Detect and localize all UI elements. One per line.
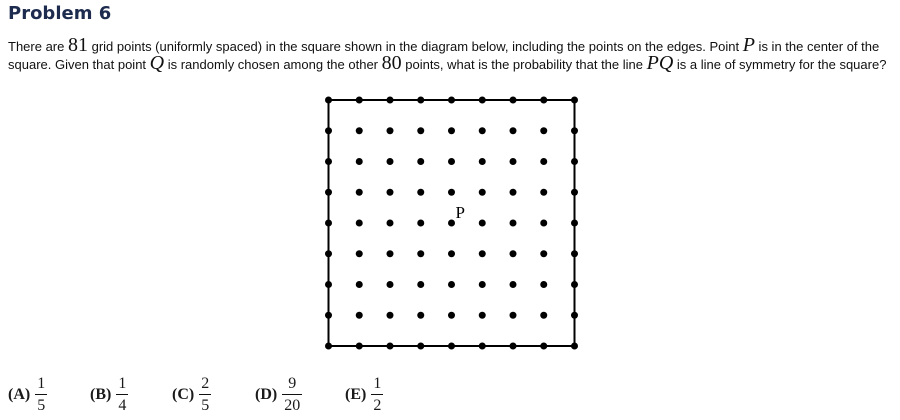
answer-choice[interactable]: [172, 372, 210, 418]
grid-point: [571, 281, 578, 288]
grid-point: [325, 127, 332, 134]
grid-point: [540, 127, 547, 134]
grid-point: [356, 250, 363, 257]
grid-point: [417, 343, 424, 350]
grid-point: [325, 312, 332, 319]
grid-point: [540, 312, 547, 319]
fraction-denominator: 5: [201, 397, 210, 414]
grid-point: [417, 189, 424, 196]
grid-point: [448, 281, 455, 288]
grid-point: [356, 189, 363, 196]
math-symbol: PQ: [646, 52, 674, 74]
grid-point: [510, 97, 517, 104]
grid-point: [387, 158, 394, 165]
grid-point: [571, 127, 578, 134]
fraction-bar: [116, 394, 128, 395]
choice-fraction: [117, 375, 127, 415]
grid-point: [540, 220, 547, 227]
fraction-denominator: 4: [118, 397, 127, 414]
grid-point: [479, 127, 486, 134]
grid-point: [479, 250, 486, 257]
grid-point: [448, 127, 455, 134]
grid-point: [417, 250, 424, 257]
grid-point: [356, 97, 363, 104]
grid-point: [540, 97, 547, 104]
grid-point: [510, 189, 517, 196]
choice-label: (B): [90, 386, 112, 403]
fraction-bar: [35, 394, 47, 395]
grid-point: [510, 343, 517, 350]
grid-point: [417, 220, 424, 227]
choice-label: (D): [255, 386, 278, 403]
statement-text: points, what is the probability that the line: [401, 57, 647, 72]
grid-point: [479, 97, 486, 104]
grid-point: [387, 250, 394, 257]
choice-label: (C): [172, 386, 195, 403]
grid-point: [387, 127, 394, 134]
grid-point: [448, 97, 455, 104]
grid-point: [417, 127, 424, 134]
answer-choices: [0, 372, 900, 420]
grid-point: [571, 343, 578, 350]
grid-point: [479, 312, 486, 319]
statement-text: is randomly chosen among the other: [164, 57, 382, 72]
grid-point: [356, 220, 363, 227]
grid-point: [325, 281, 332, 288]
grid-point: [479, 281, 486, 288]
choice-fraction: [372, 375, 382, 415]
fraction-numerator: 9: [288, 375, 297, 392]
grid-point: [387, 343, 394, 350]
grid-point: [540, 343, 547, 350]
fraction-numerator: 1: [373, 375, 382, 392]
grid-point: [448, 312, 455, 319]
grid-point: [325, 250, 332, 257]
grid-point: [479, 158, 486, 165]
grid-point: [571, 250, 578, 257]
choice-fraction: [36, 375, 46, 415]
center-label: P: [455, 203, 465, 222]
grid-point: [417, 312, 424, 319]
grid-point: [356, 312, 363, 319]
grid-point: [387, 312, 394, 319]
grid-point: [540, 250, 547, 257]
fraction-denominator: 2: [373, 397, 382, 414]
grid-point: [571, 97, 578, 104]
grid-point: [325, 189, 332, 196]
grid-point: [448, 189, 455, 196]
grid-point: [356, 158, 363, 165]
grid-point: [510, 220, 517, 227]
grid-point: [387, 189, 394, 196]
fraction-bar: [282, 394, 302, 395]
fraction-denominator: 5: [37, 397, 46, 414]
answer-choice[interactable]: [90, 372, 127, 418]
grid-point: [540, 281, 547, 288]
problem-statement: [8, 34, 896, 74]
fraction-numerator: 1: [118, 375, 127, 392]
choice-label: (E): [345, 386, 367, 403]
answer-choice[interactable]: [255, 372, 301, 418]
fraction-bar: [371, 394, 383, 395]
grid-point: [479, 220, 486, 227]
fraction-numerator: 1: [37, 375, 46, 392]
grid-point: [387, 220, 394, 227]
grid-point: [448, 158, 455, 165]
grid-point: [571, 189, 578, 196]
grid-point: [540, 189, 547, 196]
statement-text: There are: [8, 39, 68, 54]
math-symbol: P: [742, 34, 755, 56]
grid-point: [479, 189, 486, 196]
grid-point: [571, 312, 578, 319]
grid-point: [387, 97, 394, 104]
grid-point: [325, 97, 332, 104]
grid-point: [417, 158, 424, 165]
choice-fraction: [283, 375, 301, 415]
center-point-p: [448, 220, 455, 227]
grid-point: [479, 343, 486, 350]
answer-choice[interactable]: [345, 372, 382, 418]
grid-point: [325, 220, 332, 227]
math-symbol: Q: [149, 52, 165, 74]
grid-point: [540, 158, 547, 165]
grid-point: [510, 158, 517, 165]
math-symbol: 80: [381, 52, 402, 74]
grid-point: [510, 312, 517, 319]
grid-point: [448, 250, 455, 257]
answer-choice[interactable]: [8, 372, 46, 418]
grid-point: [448, 343, 455, 350]
grid-point: [510, 250, 517, 257]
math-symbol: 81: [67, 34, 88, 56]
grid-point: [356, 343, 363, 350]
grid-point: [387, 281, 394, 288]
statement-text: is in the center of the square. Given that point: [8, 39, 880, 72]
grid-point: [571, 158, 578, 165]
statement-text: is a line of symmetry for the square?: [673, 57, 887, 72]
grid-point: [356, 127, 363, 134]
fraction-denominator: 20: [284, 397, 301, 414]
choice-fraction: [200, 375, 210, 415]
statement-text: grid points (uniformly spaced) in the square shown in the diagram below, including the points on the edges. Point: [87, 39, 743, 54]
grid-diagram: [318, 90, 583, 355]
grid-point: [417, 97, 424, 104]
choice-label: (A): [8, 386, 31, 403]
grid-point: [325, 158, 332, 165]
grid-point: [510, 281, 517, 288]
grid-point: [571, 220, 578, 227]
grid-point: [325, 343, 332, 350]
fraction-bar: [199, 394, 211, 395]
problem-title: Problem 6: [8, 3, 112, 24]
grid-point: [510, 127, 517, 134]
grid-point: [356, 281, 363, 288]
grid-point: [417, 281, 424, 288]
fraction-numerator: 2: [201, 375, 210, 392]
